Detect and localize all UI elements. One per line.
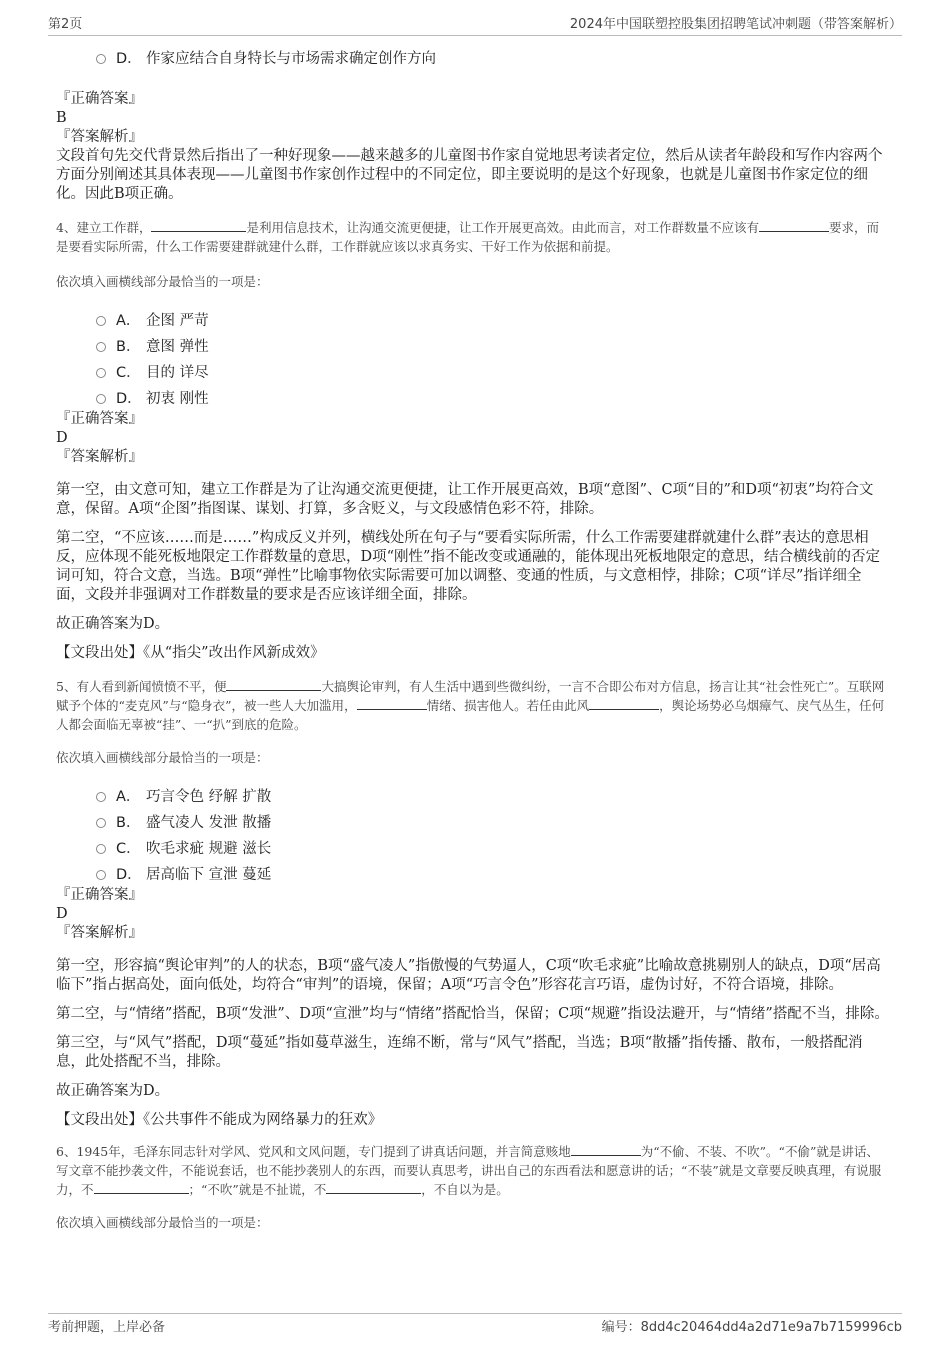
q4-option-a[interactable]: A． 企图 严苛	[96, 306, 890, 332]
q4-option-c[interactable]: C． 目的 详尽	[96, 358, 890, 384]
q3-analysis-label: 『答案解析』	[56, 129, 143, 145]
q5-stem: 5、有人看到新闻愤愤不平，便 大搞舆论审判，有人生活中遇到些微纠纷，一言不合即公布对方信息，扬言让其“社会性死亡”。互联网赋予个体的“麦克风”与“隐身衣”，被一些人大加滥用， 情绪、损害他人。若任由此风 ，舆论场势必乌烟瘴气、戾气丛生，任何人都会面临无辜被“挂”、一“扒”到底的危险。	[56, 679, 885, 732]
blank-line	[759, 219, 829, 232]
blank-line	[151, 219, 246, 232]
q5-option-c[interactable]: C． 吹毛求疵 规避 滋长	[96, 834, 890, 860]
q5-analysis-p2: 第二空，与“情绪”搭配，B项“发泄”、D项“宣泄”均与“情绪”搭配恰当，保留；C项“规避”指设法避开，与“情绪”搭配不当，排除。	[56, 1006, 889, 1022]
q4-prompt: 依次填入画横线部分最恰当的一项是：	[56, 274, 269, 289]
radio-icon[interactable]	[96, 316, 106, 326]
radio-icon[interactable]	[96, 844, 106, 854]
document-id: 编号：8dd4c20464dd4a2d71e9a7b7159996cb	[601, 1319, 902, 1335]
q6-prompt: 依次填入画横线部分最恰当的一项是：	[56, 1215, 269, 1230]
blank-line	[326, 1181, 421, 1194]
page-header	[48, 10, 902, 36]
q4-stem: 4、建立工作群， 是利用信息技术，让沟通交流更便捷，让工作开展更高效。由此而言，对工作群数量不应该有 要求，而是要看实际所需，什么工作需要建群就建什么群，工作群就应该以求真务实、干好工作为依据和前提。	[56, 220, 879, 254]
radio-icon[interactable]	[96, 342, 106, 352]
q5-prompt: 依次填入画横线部分最恰当的一项是：	[56, 750, 269, 765]
q5-analysis-p3: 第三空，与“风气”搭配，D项“蔓延”指如蔓草滋生，连绵不断，常与“风气”搭配，当选；B项“散播”指传播、散布，一般搭配消息，此处搭配不当，排除。	[56, 1035, 863, 1070]
q4-option-b[interactable]: B． 意图 弹性	[96, 332, 890, 358]
option-text: 作家应结合自身特长与市场需求确定创作方向	[146, 50, 436, 67]
q3-option-d[interactable]	[96, 44, 890, 70]
blank-line	[571, 1143, 641, 1156]
q6-stem: 6、1945年，毛泽东同志针对学风、党风和文风问题，专门提到了讲真话问题，并言简意赅地 为“不偷、不装、不吹”。“不偷”就是讲话、写文章不能抄袭文件，不能说套话，也不能抄袭别人的东西，而要认真思考，讲出自己的东西看法和愿意讲的话；“不装”就是文章要反映真理，有说服力，不 ；“不吹”就是不扯谎，不 ，不自以为是。	[56, 1144, 882, 1197]
radio-icon[interactable]	[96, 818, 106, 828]
q4-option-d[interactable]: D． 初衷 刚性	[96, 384, 890, 410]
footer-slogan: 考前押题，上岸必备	[48, 1319, 166, 1335]
q5-answer: D	[56, 906, 68, 922]
q4-source: 【文段出处】《从“指尖”改出作风新成效》	[56, 645, 325, 661]
q4-analysis-p1: 第一空，由文意可知，建立工作群是为了让沟通交流更便捷，让工作开展更高效，B项“意图”、C项“目的”和D项“初衷”均符合文意，保留。A项“企图”指图谋、谋划、打算，多含贬义，与文段感情色彩不符，排除。	[56, 482, 874, 517]
radio-icon[interactable]	[96, 870, 106, 880]
q5-option-a[interactable]: A． 巧言令色 纾解 扩散	[96, 782, 890, 808]
blank-line	[357, 697, 427, 710]
page-number: 第2页	[48, 17, 83, 32]
q5-answer-label: 『正确答案』	[56, 887, 143, 903]
q3-answer-label: 『正确答案』	[56, 91, 143, 107]
q4-analysis-p2: 第二空，“不应该……而是……”构成反义并列，横线处所在句子与“要看实际所需，什么工作需要建群就建什么群”表达的意思相反，应体现不能死板地限定工作群数量的意思，D项“刚性”指不能改变或通融的，能体现出死板地限定的意思，结合横线前的否定词可知，符合文意，当选。B项“弹性”比喻事物依实际需要可加以调整、变通的性质，与文意相悖，排除；C项“详尽”指详细全面，文段并非强调对工作群数量的要求是否应该详细全面，排除。	[56, 530, 880, 603]
q5-analysis-label: 『答案解析』	[56, 925, 143, 941]
blank-line	[94, 1181, 189, 1194]
q5-analysis-p4: 故正确答案为D。	[56, 1083, 170, 1099]
radio-icon[interactable]	[96, 54, 106, 64]
main-content	[56, 40, 890, 1231]
q4-analysis-label: 『答案解析』	[56, 449, 143, 465]
q5-option-b[interactable]: B． 盛气凌人 发泄 散播	[96, 808, 890, 834]
radio-icon[interactable]	[96, 792, 106, 802]
page-footer	[48, 1313, 902, 1336]
radio-icon[interactable]	[96, 394, 106, 404]
q5-analysis-p1: 第一空，形容搞“舆论审判”的人的状态，B项“盛气凌人”指傲慢的气势逼人，C项“吹毛求疵”比喻故意挑剔别人的缺点，D项“居高临下”指占据高处，面向低处，均符合“审判”的语境，保留；A项“巧言令色”形容花言巧语，虚伪讨好，不符合语境，排除。	[56, 958, 881, 993]
q4-answer-label: 『正确答案』	[56, 411, 143, 427]
blank-line	[226, 678, 321, 691]
q5-option-d[interactable]: D． 居高临下 宣泄 蔓延	[96, 860, 890, 886]
q3-answer: B	[56, 110, 67, 126]
blank-line	[589, 697, 659, 710]
option-letter: D．	[116, 50, 142, 67]
q4-analysis-p3: 故正确答案为D。	[56, 616, 170, 632]
radio-icon[interactable]	[96, 368, 106, 378]
document-title: 2024年中国联塑控股集团招聘笔试冲刺题（带答案解析）	[569, 17, 902, 32]
q5-source: 【文段出处】《公共事件不能成为网络暴力的狂欢》	[56, 1112, 383, 1128]
q3-analysis: 文段首句先交代背景然后指出了一种好现象——越来越多的儿童图书作家自觉地思考读者定位，然后从读者年龄段和写作内容两个方面分别阐述其具体表现——儿童图书作家创作过程中的不同定位，即主要说明的是这个好现象，也就是儿童图书作家定位的细化。因此B项正确。	[56, 148, 883, 202]
q4-answer: D	[56, 430, 68, 446]
